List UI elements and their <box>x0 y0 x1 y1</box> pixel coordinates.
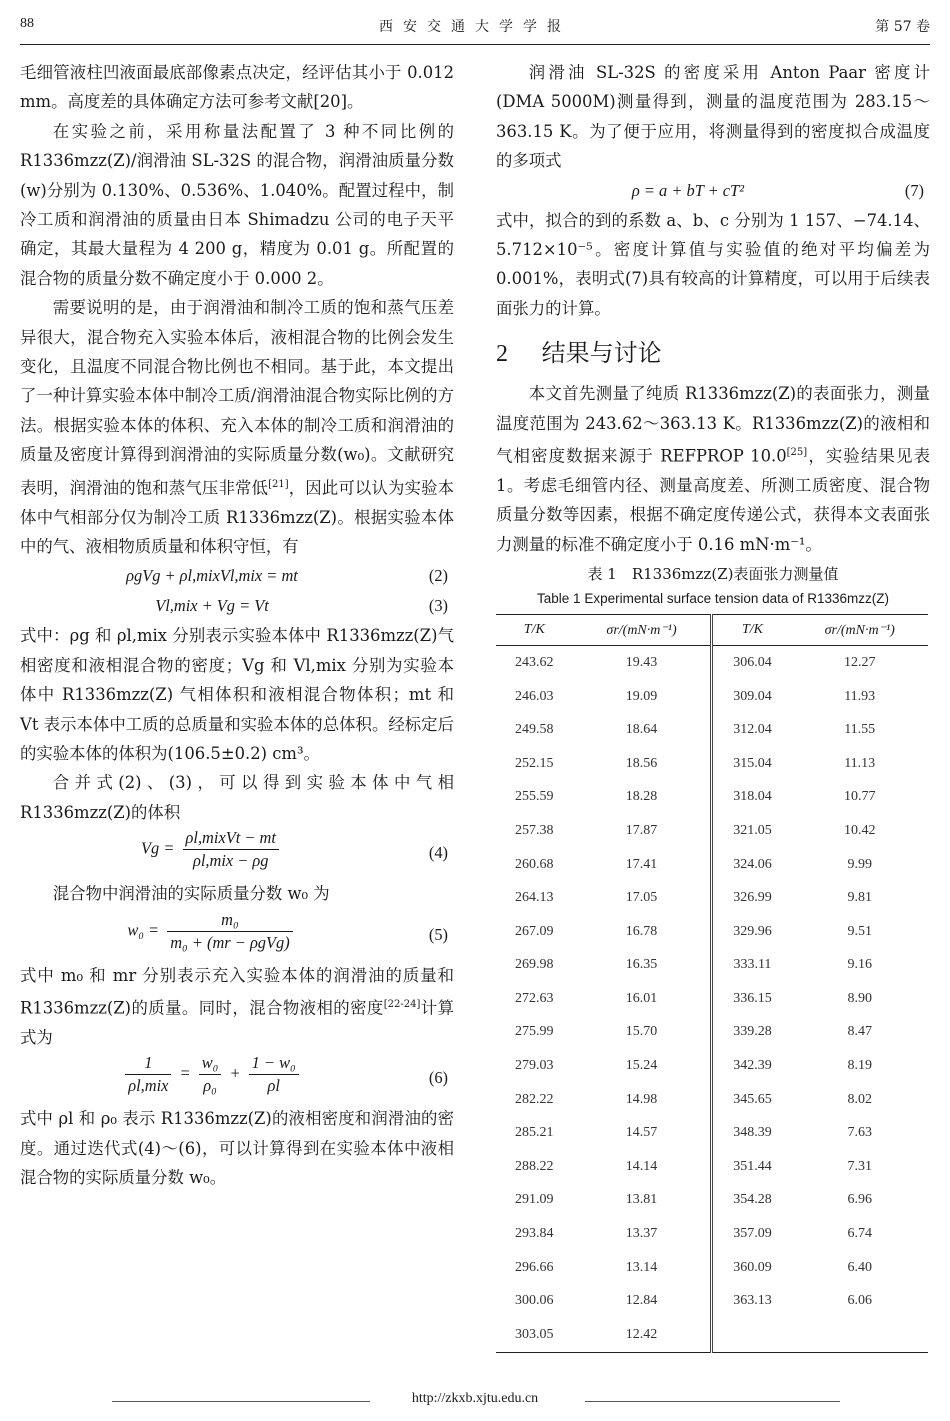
surface-tension-cell: 10.42 <box>843 822 876 838</box>
temperature-cell: 252.15 <box>515 755 554 771</box>
denominator: ρ₀ <box>203 1076 217 1096</box>
temperature-cell: 291.09 <box>515 1192 554 1208</box>
numerator: ρl,mixVt − mt <box>183 827 279 850</box>
table-row <box>496 881 928 915</box>
table-row <box>496 1284 928 1318</box>
surface-tension-cell: 16.78 <box>573 915 712 949</box>
plus-sign: + <box>229 1063 241 1083</box>
column-header: σr/(mN·m⁻¹) <box>573 615 712 646</box>
surface-tension-cell: 15.24 <box>573 1049 712 1083</box>
equation-2 <box>20 561 454 591</box>
surface-tension-cell: 18.28 <box>573 781 712 815</box>
paragraph <box>496 379 930 559</box>
page-number: 88 <box>20 16 34 31</box>
temperature-cell: 309.04 <box>733 688 772 704</box>
table-header-row <box>496 615 928 646</box>
surface-tension-cell: 16.01 <box>573 982 712 1016</box>
surface-tension-cell: 14.57 <box>573 1116 712 1150</box>
temperature-cell: 269.98 <box>515 957 554 973</box>
paragraph-text: 本文首先测量了纯质 R1336mzz(Z)的表面张力，测量温度范围为 243.62～363.13 K。R1336mzz(Z)的液相和气相密度数据来源于 REFPROP 10.0 <box>496 384 930 466</box>
paragraph: 在实验之前，采用称量法配置了 3 种不同比例的 R1336mzz(Z)/润滑油 SL-32S 的混合物，润滑油质量分数(w)分别为 0.130%、0.536%、1.040%。配置过程中，制冷工质和润滑油的质量由日本 Shimadzu 公司的电子天平确定，其最大量程为 4 200 g，精度为 0.01 g。所配置的混合物的质量分数不确定度小于 0.000 2。 <box>20 121 454 288</box>
surface-tension-cell: 19.09 <box>573 680 712 714</box>
surface-tension-cell: 17.41 <box>573 848 712 882</box>
table-row <box>496 982 928 1016</box>
temperature-cell: 333.11 <box>733 957 772 973</box>
column-header: T/K <box>496 615 573 646</box>
surface-tension-cell: 6.74 <box>847 1226 872 1242</box>
section-number: 2 <box>496 341 508 368</box>
equation-number: (4) <box>428 843 448 863</box>
denominator: m₀ + (mr − ρgVg) <box>170 932 290 952</box>
paragraph: 式中：ρg 和 ρl,mix 分别表示实验本体中 R1336mzz(Z)气相密度和液相混合物的密度；Vg 和 Vl,mix 分别为实验本体中 R1336mzz(Z) 气相体积和液相混合物体积；mt 和 Vt 表示本体中工质的总质量和实验本体的总体积。经标定后的实验本体的体积为(106.5±0.2) cm³。 <box>20 626 454 763</box>
paragraph: 式中，拟合的到的系数 a、b、c 分别为 1 157、−74.14、5.712×10⁻⁵。密度计算值与实验值的绝对平均偏差为 0.001%，表明式(7)具有较高的计算精度，可以用于后续表面张力的计算。 <box>496 210 930 318</box>
temperature-cell: 324.06 <box>733 856 772 872</box>
fraction <box>125 1052 171 1097</box>
paragraph-text: 需要说明的是，由于润滑油和制冷工质的饱和蒸气压差异很大，混合物充入实验本体后，液相混合物的比例会发生变化，且温度不同混合物比例也不相同。基于此，本文提出了一种计算实验本体中制冷工质/润滑油混合物实际比例的方法。根据实验本体的体积、充入本体的制冷工质和润滑油的质量及密度计算得到润滑油的实际质量分数(w₀)。文献研究表明，润滑油的饱和蒸气压非常低 <box>20 298 454 498</box>
fraction <box>249 1052 299 1097</box>
table-body <box>496 646 928 1352</box>
temperature-cell: 255.59 <box>515 789 554 805</box>
fraction <box>183 827 279 872</box>
equation-4 <box>20 827 454 879</box>
equation-number: (7) <box>904 180 924 200</box>
table-row <box>496 848 928 882</box>
equation-expression: ρgVg + ρl,mixVl,mix = mt <box>126 566 298 586</box>
surface-tension-cell: 19.43 <box>573 646 712 680</box>
numerator: 1 − w₀ <box>249 1052 299 1075</box>
numerator: w₀ <box>199 1052 222 1075</box>
temperature-cell: 348.39 <box>733 1125 772 1141</box>
page-header <box>20 12 930 45</box>
surface-tension-cell: 9.16 <box>847 957 872 973</box>
temperature-cell: 275.99 <box>515 1024 554 1040</box>
temperature-cell: 354.28 <box>733 1192 772 1208</box>
temperature-cell: 264.13 <box>515 890 554 906</box>
temperature-cell: 293.84 <box>515 1226 554 1242</box>
surface-tension-cell: 7.63 <box>847 1125 872 1141</box>
temperature-cell: 336.15 <box>733 990 772 1006</box>
temperature-cell: 329.96 <box>733 923 772 939</box>
fraction <box>167 909 292 954</box>
temperature-cell: 257.38 <box>515 822 554 838</box>
table-row <box>496 1116 928 1150</box>
temperature-cell: 243.62 <box>515 654 554 670</box>
table-row <box>496 680 928 714</box>
equation-expression <box>20 827 404 872</box>
volume-label: 第 57 卷 <box>875 19 930 35</box>
equation-7 <box>496 176 930 206</box>
surface-tension-cell: 6.40 <box>847 1259 872 1275</box>
temperature-cell: 306.04 <box>733 654 772 670</box>
paragraph: 毛细管液柱凹液面最底部像素点决定，经评估其小于 0.012 mm。高度差的具体确定方法可参考文献[20]。 <box>20 63 454 112</box>
equation-number: (6) <box>428 1068 448 1088</box>
journal-title: 西安交通大学学报 <box>379 19 571 35</box>
surface-tension-cell: 11.55 <box>844 722 876 738</box>
surface-tension-cell: 18.56 <box>573 747 712 781</box>
equation-expression: ρ = a + bT + cT² <box>631 180 745 200</box>
fraction <box>199 1052 222 1097</box>
surface-tension-cell: 18.64 <box>573 713 712 747</box>
surface-tension-cell: 13.81 <box>573 1184 712 1218</box>
surface-tension-cell: 16.35 <box>573 949 712 983</box>
temperature-cell: 342.39 <box>733 1058 772 1074</box>
temperature-cell: 303.05 <box>496 1318 573 1352</box>
temperature-cell: 267.09 <box>515 923 554 939</box>
numerator: m₀ <box>167 909 292 932</box>
footer-rule <box>585 1401 840 1402</box>
paragraph <box>20 293 454 561</box>
citation: [25] <box>786 447 808 459</box>
table-row <box>496 949 928 983</box>
surface-tension-cell: 7.31 <box>847 1158 872 1174</box>
paragraph: 合并式(2)、(3)，可以得到实验本体中气相 R1336mzz(Z)的体积 <box>20 773 454 822</box>
equation-number: (3) <box>428 596 448 616</box>
surface-tension-cell: 17.87 <box>573 814 712 848</box>
surface-tension-cell: 8.47 <box>847 1024 872 1040</box>
table-row <box>496 814 928 848</box>
temperature-cell: 312.04 <box>733 722 772 738</box>
paragraph <box>20 961 454 1053</box>
temperature-cell: 318.04 <box>733 789 772 805</box>
surface-tension-cell: 6.96 <box>847 1192 872 1208</box>
temperature-cell: 326.99 <box>733 890 772 906</box>
temperature-cell: 351.44 <box>733 1158 772 1174</box>
citation: [21] <box>268 478 289 490</box>
table-row <box>496 1083 928 1117</box>
surface-tension-cell: 9.51 <box>847 923 872 939</box>
surface-tension-cell: 9.81 <box>847 890 872 906</box>
temperature-cell: 272.63 <box>515 990 554 1006</box>
temperature-cell: 260.68 <box>515 856 554 872</box>
surface-tension-cell: 13.37 <box>573 1217 712 1251</box>
equation-lhs: w₀ = <box>127 919 160 939</box>
table-row <box>496 915 928 949</box>
equation-expression <box>20 1052 404 1097</box>
equation-5 <box>20 909 454 961</box>
table-row <box>496 713 928 747</box>
temperature-cell: 345.65 <box>733 1091 772 1107</box>
surface-tension-cell: 9.99 <box>847 856 872 872</box>
temperature-cell: 300.06 <box>515 1293 554 1309</box>
temperature-cell: 296.66 <box>515 1259 554 1275</box>
equals-sign: = <box>179 1063 191 1083</box>
section-title: 结果与讨论 <box>541 339 662 368</box>
equation-6 <box>20 1052 454 1104</box>
equation-expression <box>20 909 404 954</box>
temperature-cell: 315.04 <box>733 755 772 771</box>
surface-tension-cell: 10.77 <box>843 789 876 805</box>
section-heading <box>496 327 930 379</box>
numerator: 1 <box>125 1052 171 1075</box>
surface-tension-cell: 6.06 <box>847 1293 872 1309</box>
equation-number: (5) <box>428 924 448 944</box>
surface-tension-table <box>496 614 928 1352</box>
citation: [22-24] <box>383 999 421 1011</box>
temperature-cell <box>712 1318 791 1352</box>
paragraph-text: ，因此可以认为实验本体中气相部分仅为制冷工质 R1336mzz(Z)。根据实验本体中的气、液相物质质量和体积守恒，有 <box>20 478 455 556</box>
table-row <box>496 747 928 781</box>
page-footer <box>0 1392 950 1410</box>
paragraph: 润滑油 SL-32S 的密度采用 Anton Paar 密度计(DMA 5000M)测量得到，测量的温度范围为 283.15～363.15 K。为了便于应用，将测量得到的密度拟合成温度的多项式 <box>496 63 930 171</box>
temperature-cell: 360.09 <box>733 1259 772 1275</box>
table-row <box>496 1217 928 1251</box>
table-row <box>496 1049 928 1083</box>
surface-tension-cell: 14.14 <box>573 1150 712 1184</box>
denominator: ρl <box>267 1076 280 1096</box>
temperature-cell: 249.58 <box>515 722 554 738</box>
surface-tension-cell: 17.05 <box>573 881 712 915</box>
temperature-cell: 279.03 <box>515 1058 554 1074</box>
paragraph: 混合物中润滑油的实际质量分数 w₀ 为 <box>52 884 330 904</box>
table-row <box>496 1150 928 1184</box>
equation-3 <box>20 591 454 621</box>
temperature-cell: 363.13 <box>733 1293 772 1309</box>
table-caption-en: Table 1 Experimental surface tension data of R1336mzz(Z) <box>537 591 889 607</box>
surface-tension-cell: 12.84 <box>573 1284 712 1318</box>
table-row <box>496 1016 928 1050</box>
temperature-cell: 285.21 <box>515 1125 554 1141</box>
right-column <box>496 58 930 1353</box>
left-column <box>20 58 454 1193</box>
temperature-cell: 357.09 <box>733 1226 772 1242</box>
surface-tension-cell: 8.90 <box>847 990 872 1006</box>
denominator: ρl,mix <box>128 1076 169 1096</box>
surface-tension-cell: 8.02 <box>847 1091 872 1107</box>
column-header: T/K <box>712 615 791 646</box>
table-row <box>496 646 928 680</box>
table-row <box>496 1251 928 1285</box>
surface-tension-cell: 11.13 <box>844 755 876 771</box>
equation-expression: Vl,mix + Vg = Vt <box>155 596 269 616</box>
paragraph-text: ，实验结果见表 1。考虑毛细管内径、测量高度差、所测工质密度、混合物质量分数等因素，根据不确定度传递公式，获得本文表面张力测量的标准不确定度小于 0.16 mN·m⁻¹。 <box>496 446 931 554</box>
equation-lhs: Vg = <box>141 838 175 858</box>
surface-tension-cell: 14.98 <box>573 1083 712 1117</box>
surface-tension-cell: 8.19 <box>847 1058 872 1074</box>
surface-tension-cell: 13.14 <box>573 1251 712 1285</box>
table-row <box>496 781 928 815</box>
column-header: σr/(mN·m⁻¹) <box>791 615 928 646</box>
surface-tension-cell <box>791 1318 928 1352</box>
equation-number: (2) <box>428 566 448 586</box>
paragraph: 式中 ρl 和 ρ₀ 表示 R1336mzz(Z)的液相密度和润滑油的密度。通过迭代式(4)～(6)，可以计算得到在实验本体中液相混合物的实际质量分数 w₀。 <box>20 1109 454 1188</box>
paragraph-text: 式中 m₀ 和 mr 分别表示充入实验本体的润滑油的质量和 R1336mzz(Z)的质量。同时，混合物液相的密度 <box>20 965 454 1018</box>
paragraph-text: 计算式为 <box>20 998 455 1047</box>
temperature-cell: 282.22 <box>515 1091 554 1107</box>
table-row <box>496 1318 928 1352</box>
surface-tension-cell: 12.42 <box>573 1318 712 1352</box>
table-row <box>496 1184 928 1218</box>
table-caption-cn: 表 1 R1336mzz(Z)表面张力测量值 <box>587 565 839 584</box>
surface-tension-cell: 12.27 <box>843 654 876 670</box>
temperature-cell: 288.22 <box>515 1158 554 1174</box>
surface-tension-cell: 15.70 <box>573 1016 712 1050</box>
denominator: ρl,mix − ρg <box>192 851 269 871</box>
footer-url: http://zkxb.xjtu.edu.cn <box>411 1391 539 1406</box>
temperature-cell: 339.28 <box>733 1024 772 1040</box>
temperature-cell: 321.05 <box>733 822 772 838</box>
surface-tension-cell: 11.93 <box>844 688 876 704</box>
temperature-cell: 246.03 <box>515 688 554 704</box>
